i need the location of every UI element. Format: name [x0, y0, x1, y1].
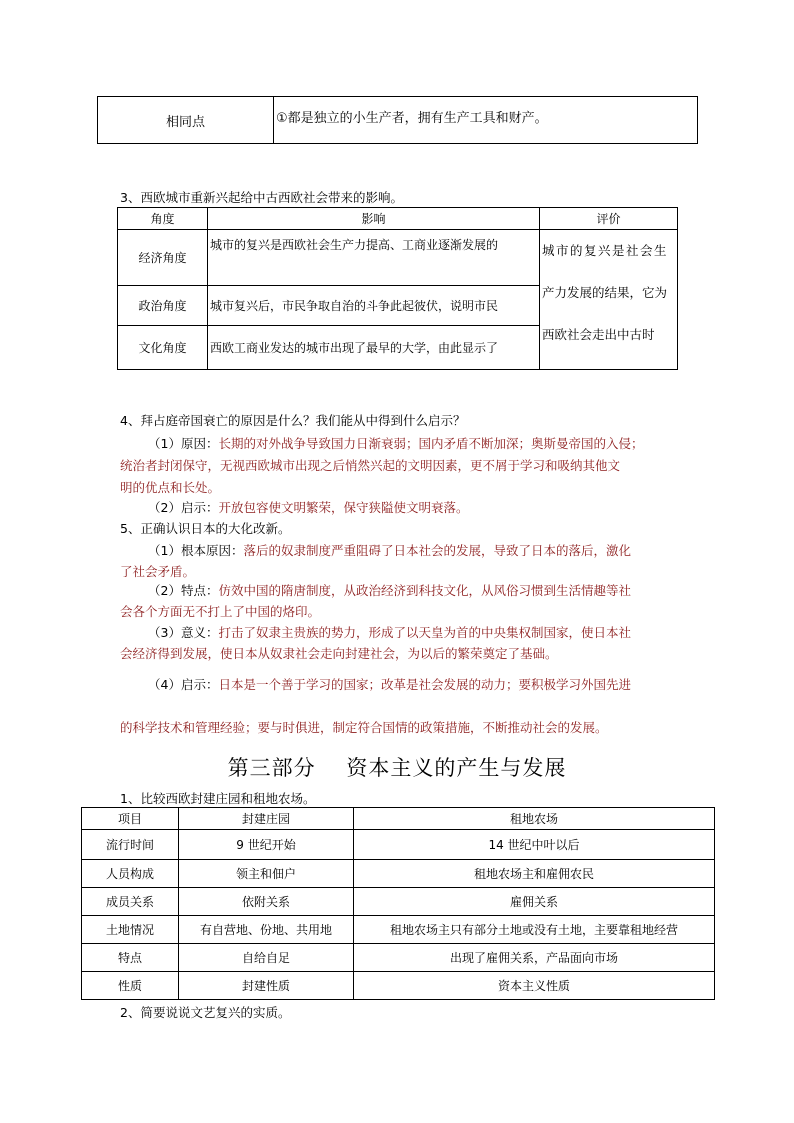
row-manor: 依附关系 [179, 888, 354, 916]
q5-meaning-line: 打击了奴隶主贵族的势力，形成了以天皇为首的中央集权制国家，使日本社 [218, 625, 631, 640]
row-item: 特点 [82, 944, 179, 972]
row-farm: 14 世纪中叶以后 [354, 830, 715, 860]
q4-inspiration-text: 开放包容使文明繁荣，保守狭隘使文明衰落。 [218, 500, 469, 515]
row-farm: 租地农场主和雇佣农民 [354, 860, 715, 888]
angle-economic: 经济角度 [118, 230, 208, 286]
q4-reason-line: 统治者封闭保守，无视西欧城市出现之后悄然兴起的文明因素，更不屑于学习和吸纳其他文 [120, 458, 621, 473]
row-item: 人员构成 [82, 860, 179, 888]
q4-reason-line: 长期的对外战争导致国力日渐衰弱；国内矛盾不断加深；奥斯曼帝国的入侵； [218, 436, 644, 451]
q5-root [148, 541, 631, 559]
similarity-table [97, 96, 698, 144]
col-header-farm: 租地农场 [354, 808, 715, 830]
row-manor: 有自营地、份地、共用地 [179, 916, 354, 944]
q5-inspiration-line: 的科学技术和管理经验；要与时俱进，制定符合国情的政策措施，不断推动社会的发展。 [120, 720, 608, 735]
q3-heading: 3、西欧城市重新兴起给中古西欧社会带来的影响。 [120, 190, 403, 205]
q4-reason-line: 明的优点和长处。 [120, 480, 221, 495]
q4-inspiration [148, 498, 468, 516]
col-header-evaluation: 评价 [540, 208, 678, 230]
city-impact-table [117, 207, 678, 370]
row-farm: 资本主义性质 [354, 972, 715, 1000]
row-farm: 租地农场主只有部分土地或没有土地，主要靠租地经营 [354, 916, 715, 944]
impact-political: 城市复兴后，市民争取自治的斗争此起彼伏，说明市民 [208, 286, 540, 326]
q4-heading: 4、拜占庭帝国衰亡的原因是什么？我们能从中得到什么启示？ [120, 413, 466, 428]
q4-reason [148, 434, 643, 452]
row-farm: 出现了雇佣关系，产品面向市场 [354, 944, 715, 972]
row-item: 流行时间 [82, 830, 179, 860]
q5-inspiration [148, 675, 631, 693]
q5-feature-line: 仿效中国的隋唐制度，从政治经济到科技文化，从风俗习惯到生活情趣等社 [218, 583, 631, 598]
q5-inspiration-label: （4）启示： [148, 677, 219, 692]
q5-feature [148, 581, 631, 599]
row-farm: 雇佣关系 [354, 888, 715, 916]
q4-inspiration-label: （2）启示： [148, 500, 219, 515]
col-header-manor: 封建庄园 [179, 808, 354, 830]
evaluation-line: 产力发展的结果，它为 [542, 285, 668, 300]
evaluation-line: 西欧社会走出中古时 [542, 327, 655, 342]
q5-heading: 5、正确认识日本的大化改新。 [120, 521, 291, 536]
q5-meaning-label: （3）意义： [148, 625, 219, 640]
row-item: 成员关系 [82, 888, 179, 916]
q4-reason-label: （1）原因： [148, 436, 219, 451]
similarity-label: 相同点 [98, 97, 274, 144]
similarity-content: ①都是独立的小生产者，拥有生产工具和财产。 [274, 97, 698, 144]
angle-cultural: 文化角度 [118, 326, 208, 370]
row-item: 性质 [82, 972, 179, 1000]
angle-political: 政治角度 [118, 286, 208, 326]
q5-meaning-line: 会经济得到发展，使日本从奴隶社会走向封建社会，为以后的繁荣奠定了基础。 [120, 646, 558, 661]
part3-title: 第三部分 资本主义的产生与发展 [227, 756, 567, 780]
manor-farm-table [81, 807, 715, 1000]
part3-q1-heading: 1、比较西欧封建庄园和租地农场。 [120, 791, 316, 806]
row-manor: 9 世纪开始 [179, 830, 354, 860]
col-header-angle: 角度 [118, 208, 208, 230]
q5-root-label: （1）根本原因： [148, 543, 244, 558]
part3-q2-heading: 2、简要说说文艺复兴的实质。 [120, 1005, 291, 1020]
row-manor: 领主和佃户 [179, 860, 354, 888]
q5-feature-label: （2）特点： [148, 583, 219, 598]
impact-economic: 城市的复兴是西欧社会生产力提高、工商业逐渐发展的 [208, 230, 540, 286]
q5-feature-line: 会各个方面无不打上了中国的烙印。 [120, 604, 321, 619]
q5-root-line: 落后的奴隶制度严重阻碍了日本社会的发展，导致了日本的落后，激化 [243, 543, 631, 558]
col-header-impact: 影响 [208, 208, 540, 230]
evaluation-cell [540, 230, 678, 370]
evaluation-line: 城市的复兴是社会生 [542, 243, 669, 258]
col-header-item: 项目 [82, 808, 179, 830]
q5-meaning [148, 623, 631, 641]
row-manor: 自给自足 [179, 944, 354, 972]
row-item: 土地情况 [82, 916, 179, 944]
q5-inspiration-line: 日本是一个善于学习的国家；改革是社会发展的动力；要积极学习外国先进 [218, 677, 631, 692]
impact-cultural: 西欧工商业发达的城市出现了最早的大学，由此显示了 [208, 326, 540, 370]
row-manor: 封建性质 [179, 972, 354, 1000]
q5-root-line: 了社会矛盾。 [120, 564, 196, 579]
